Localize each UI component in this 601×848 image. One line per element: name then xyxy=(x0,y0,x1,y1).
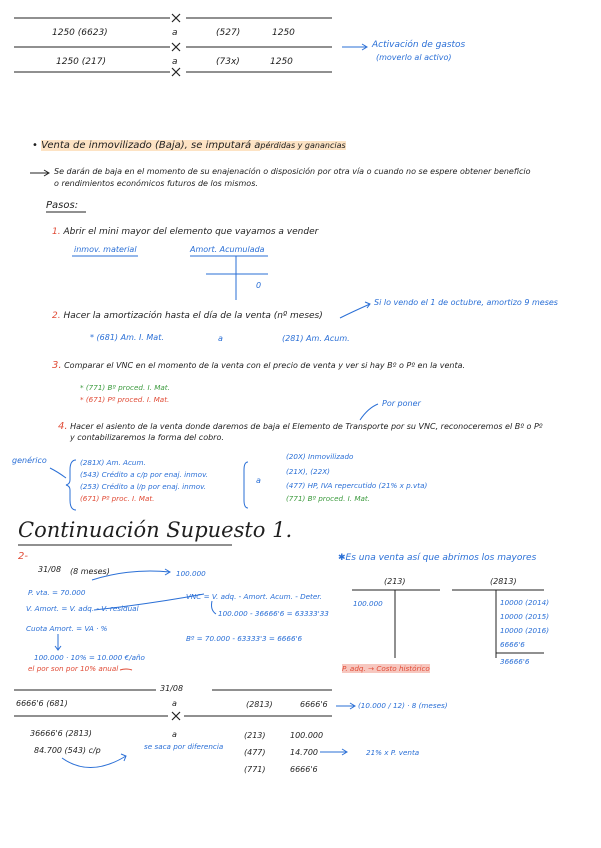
top-value: 100.000 xyxy=(176,569,206,578)
p-adq-note: P. adq. → Costo histórico xyxy=(342,664,430,673)
vnc-calc: 100.000 - 36666'6 = 63333'33 xyxy=(218,609,329,618)
t-account-213: (213) xyxy=(384,577,406,586)
supuesto-date: 31/08 xyxy=(38,565,62,574)
journal-2-right-acc-3: (771) xyxy=(244,765,266,774)
step-2-note: Si lo vendo el 1 de octubre, amortizo 9 meses xyxy=(374,298,558,307)
t-inmov-material: inmov. material xyxy=(74,245,137,254)
entry-2-amount: 1250 xyxy=(270,57,293,67)
entry-left-2: (543) Crédito a c/p por enaj. inmov. xyxy=(80,470,209,479)
supuesto-title: Continuación Supuesto 1. xyxy=(18,518,293,542)
entry-2-a: a xyxy=(172,57,178,67)
journal-1-left: 6666'6 (681) xyxy=(16,699,68,708)
step-4-text-2: y contabilizaremos la forma del cobro. xyxy=(70,433,224,442)
venta-description-2: o rendimientos económicos futuros de los mismos. xyxy=(54,179,258,188)
es-venta-text: Es una venta así que abrimos los mayores xyxy=(345,553,537,563)
iva-note: 21% x P. venta xyxy=(366,748,420,757)
entry-1-a: a xyxy=(172,28,178,38)
generico-label: genérico xyxy=(12,456,47,465)
entry-right-4: (771) Bº proced. I. Mat. xyxy=(286,494,371,503)
journal-date: 31/08 xyxy=(160,684,184,693)
step-3: 3. Comparar el VNC en el momento de la venta con el precio de venta y ver si hay Bº o Pº en la venta. xyxy=(52,360,466,371)
entry-right-3: (477) HP, IVA repercutido (21% x p.vta) xyxy=(286,481,428,490)
supuesto-months: (8 meses) xyxy=(70,567,110,576)
entry-2-credit: (73x) xyxy=(216,57,240,67)
journal-1-a: a xyxy=(172,699,177,708)
pasos-heading: Pasos: xyxy=(46,200,79,211)
entry-1-amount: 1250 xyxy=(272,28,295,38)
calc-anual: 100.000 · 10% = 10.000 €/año xyxy=(34,653,145,662)
step-3-perdida: * (671) Pº proced. I. Mat. xyxy=(80,395,170,404)
journal-2-right-amt-3: 6666'6 xyxy=(290,765,318,774)
step-4-text-1: Hacer el asiento de la venta donde daremos de baja el Elemento de Transporte por su VNC, reconoceremos el Bº o Pº xyxy=(70,422,543,431)
t-2813-value-2: 10000 (2015) xyxy=(500,612,550,621)
venta-heading-tail: pérdidas y ganancias xyxy=(260,141,346,150)
step-3-text: Comparar el VNC en el momento de la venta con el precio de venta y ver si hay Bº o Pº en la venta. xyxy=(64,361,466,370)
entry-2-debit: 1250 (217) xyxy=(56,57,106,67)
t-zero: 0 xyxy=(256,281,262,290)
entry-left-3: (253) Crédito a l/p por enaj. inmov. xyxy=(80,482,207,491)
t-2813-total: 36666'6 xyxy=(500,657,530,666)
step-2: 2. Hacer la amortización hasta el día de la venta (nº meses) xyxy=(52,311,323,321)
venta-description-1: Se darán de baja en el momento de su enajenación o disposición por otra vía o cuando no se espere obtener beneficio xyxy=(54,167,531,176)
journal-2-left-2: 84.700 (543) c/p xyxy=(34,746,101,755)
entry-left-1: (281X) Am. Acum. xyxy=(80,458,146,467)
beneficio-calc: Bº = 70.000 - 63333'3 = 6666'6 xyxy=(186,634,303,643)
entry-1-credit: (527) xyxy=(216,28,241,38)
t-2813-value-1: 10000 (2014) xyxy=(500,598,550,607)
activation-note: Activación de gastos xyxy=(372,40,466,50)
venta-heading-main: Venta de inmovilizado (Baja), se imputará a xyxy=(41,140,261,151)
step-1: 1. Abrir el mini mayor del elemento que vayamos a vender xyxy=(52,227,319,237)
journal-2-left-1: 36666'6 (2813) xyxy=(30,729,92,738)
step-4: 4. Hacer el asiento de la venta donde daremos de baja el Elemento de Transporte por su VNC, reconoceremos el Bº o Pº xyxy=(58,421,543,432)
t-2813-value-3: 10000 (2016) xyxy=(500,626,550,635)
diferencia-note: se saca por diferencia xyxy=(144,742,224,751)
t-213-value: 100.000 xyxy=(353,599,383,608)
p-vta: P. vta. = 70.000 xyxy=(28,588,86,597)
step-2-entry-left: * (681) Am. I. Mat. xyxy=(90,333,164,342)
es-venta-note: ✱Es una venta así que abrimos los mayores xyxy=(338,553,537,563)
supuesto-number: 2- xyxy=(18,551,28,562)
por-ciento-note: el por son por 10% anual xyxy=(28,664,119,673)
t-account-2813: (2813) xyxy=(490,577,517,586)
journal-2-right-amt-1: 100.000 xyxy=(290,731,324,740)
journal-2-right-amt-2: 14.700 xyxy=(290,748,318,757)
vnc-formula: VNC = V. adq. - Amort. Acum. - Deter. xyxy=(186,592,322,601)
activation-note-sub: (moverlo al activo) xyxy=(376,53,452,62)
entry-left-4: (671) Pº proc. I. Mat. xyxy=(80,494,155,503)
entry-a: a xyxy=(256,476,261,485)
entry-right-2: (21X), (22X) xyxy=(286,467,330,476)
venta-heading: • Venta de inmovilizado (Baja), se imputará apérdidas y ganancias xyxy=(32,140,346,151)
cuota-amort: Cuota Amort. = VA · % xyxy=(26,624,108,633)
step-2-text: Hacer la amortización hasta el día de la venta (nº meses) xyxy=(63,311,323,321)
journal-1-note: (10.000 / 12) · 8 (meses) xyxy=(358,701,448,710)
journal-2-a: a xyxy=(172,730,177,739)
entry-1-debit: 1250 (6623) xyxy=(52,28,108,38)
step-2-entry-a: a xyxy=(218,334,223,343)
journal-1-amount: 6666'6 xyxy=(300,700,328,709)
step-2-entry-right: (281) Am. Acum. xyxy=(282,334,350,343)
t-2813-value-4: 6666'6 xyxy=(500,640,525,649)
journal-1-account: (2813) xyxy=(246,700,273,709)
step-3-beneficio: * (771) Bº proced. I. Mat. xyxy=(80,383,170,392)
por-poner-note: Por poner xyxy=(382,399,421,408)
v-amort: V. Amort. = V. adq. - V. residual xyxy=(26,604,139,613)
journal-2-right-acc-1: (213) xyxy=(244,731,266,740)
journal-2-right-acc-2: (477) xyxy=(244,748,266,757)
step-1-text: Abrir el mini mayor del elemento que vayamos a vender xyxy=(63,227,319,237)
t-amort-acumulada: Amort. Acumulada xyxy=(190,245,265,254)
entry-right-1: (20X) Inmovilizado xyxy=(286,452,354,461)
